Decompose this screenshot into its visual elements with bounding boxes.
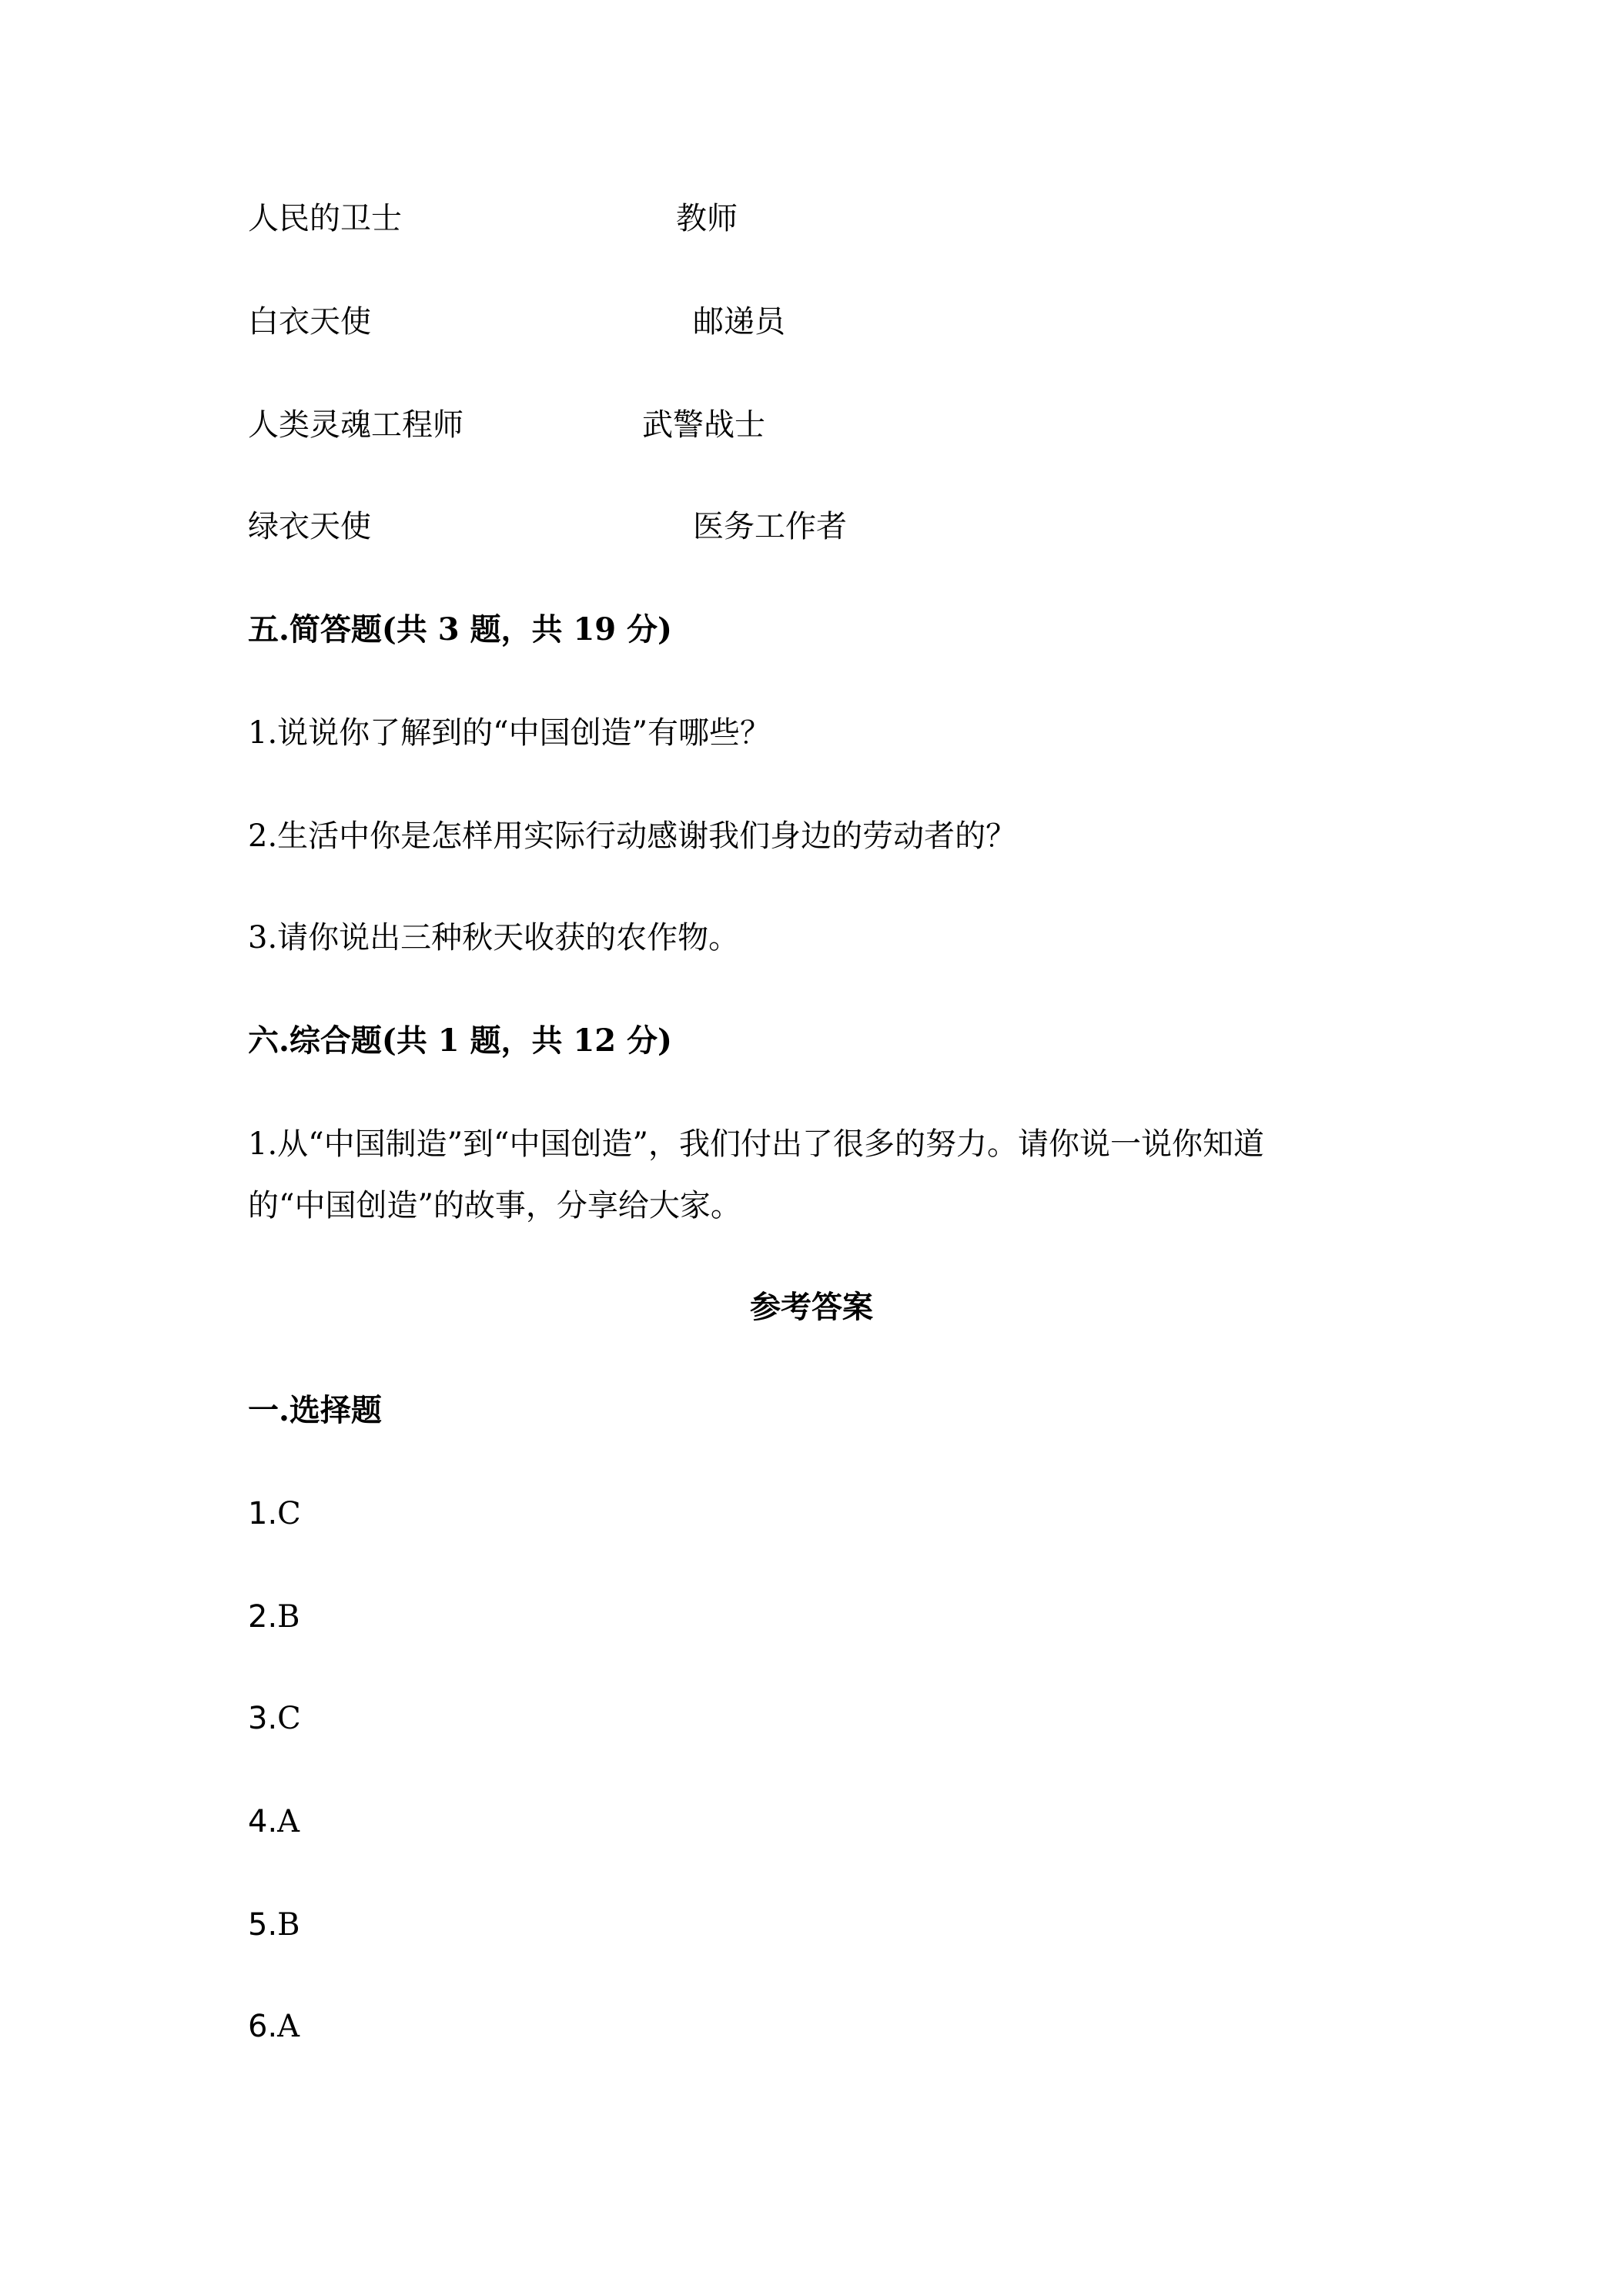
answers-section-1-heading: 一.选择题 — [248, 1392, 382, 1428]
answer-item — [248, 2005, 300, 2048]
matching-right: 邮递员 — [693, 304, 785, 340]
answer-value: A — [277, 2009, 300, 2044]
answers-title: 参考答案 — [750, 1289, 873, 1325]
answer-item — [248, 1697, 301, 1740]
matching-left: 人类灵魂工程师 — [248, 407, 463, 443]
answer-number: 3. — [248, 1701, 278, 1736]
section-6-heading: 六.综合题(共 1 题，共 12 分) — [248, 1022, 672, 1059]
question-5-2: 2.生活中你是怎样用实际行动感谢我们身边的劳动者的？ — [248, 818, 1017, 854]
question-5-1: 1.说说你了解到的“中国创造”有哪些？ — [248, 715, 771, 751]
question-5-3: 3.请你说出三种秋天收获的农作物。 — [248, 920, 740, 956]
matching-right: 医务工作者 — [693, 509, 847, 544]
matching-left: 白衣天使 — [248, 304, 371, 340]
answer-item — [248, 1492, 301, 1535]
matching-left: 人民的卫士 — [248, 201, 402, 236]
matching-right: 武警战士 — [642, 407, 765, 443]
matching-row-3 — [248, 403, 765, 447]
answer-number: 4. — [248, 1804, 278, 1839]
question-6-1-line-1: 1.从“中国制造”到“中国创造”，我们付出了很多的努力。请你说一说你知道 — [248, 1126, 1264, 1162]
answer-item — [248, 1595, 300, 1638]
matching-left: 绿衣天使 — [248, 509, 371, 544]
section-5-heading: 五.简答题(共 3 题，共 19 分) — [248, 611, 672, 648]
question-6-1-line-2: 的“中国创造”的故事，分享给大家。 — [248, 1188, 741, 1223]
answer-number: 6. — [248, 2009, 278, 2044]
answer-value: A — [277, 1804, 300, 1839]
answer-value: C — [277, 1496, 301, 1531]
answer-number: 2. — [248, 1599, 278, 1635]
answer-item — [248, 1903, 300, 1946]
answer-number: 1. — [248, 1496, 278, 1531]
matching-row-1 — [248, 197, 738, 240]
answer-number: 5. — [248, 1907, 278, 1943]
matching-row-2 — [248, 300, 785, 343]
matching-right: 教师 — [676, 201, 738, 236]
answer-value: B — [277, 1599, 300, 1635]
answer-value: B — [277, 1907, 300, 1943]
matching-row-4 — [248, 505, 847, 548]
answer-value: C — [277, 1701, 301, 1736]
answer-item — [248, 1800, 300, 1843]
